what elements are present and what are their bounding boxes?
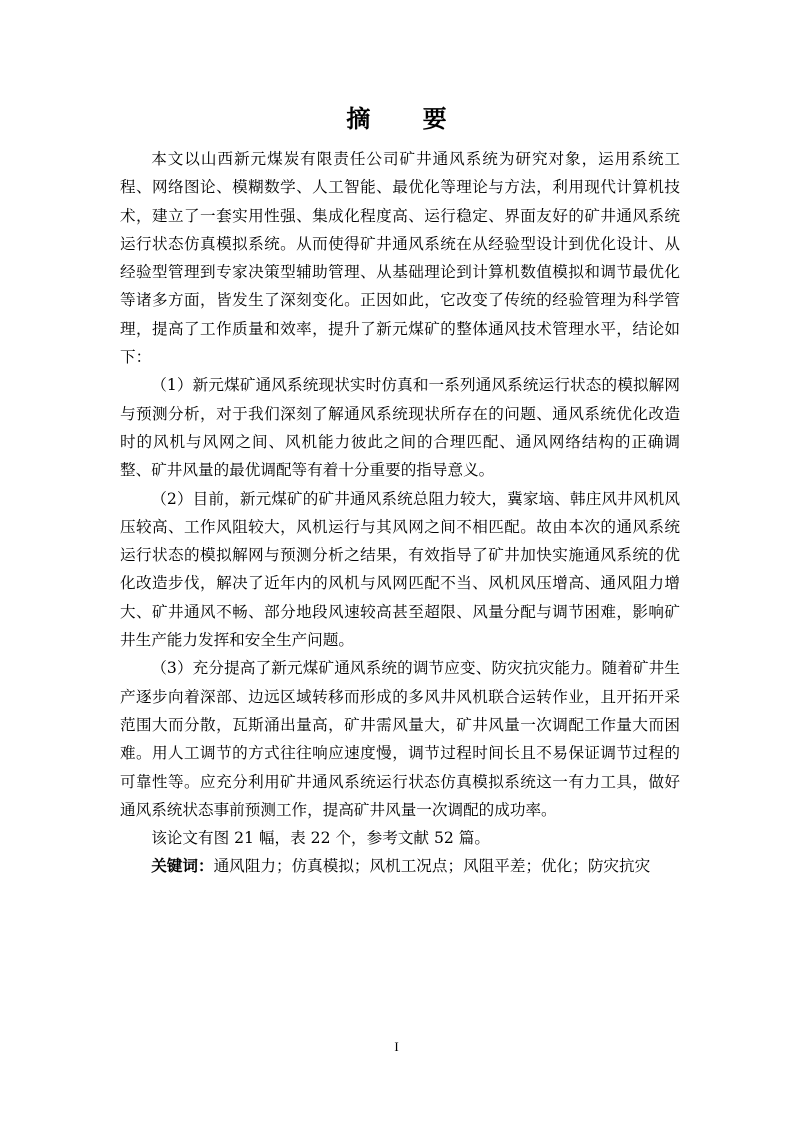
- abstract-paragraph-conclusion-2: （2）目前，新元煤矿的矿井通风系统总阻力较大，冀家垴、韩庄风井风机风压较高、工作风阻较大，风机运行与其风网之间不相匹配。故由本次的通风系统运行状态的模拟解网与预测分析之结果，有效指导了矿井加快实施通风系统的优化改造步伐，解决了近年内的风机与风网匹配不当、风机风压增高、通风阻力增大、矿井通风不畅、部分地段风速较高甚至超限、风量分配与调节困难，影响矿井生产能力发挥和安全生产问题。: [120, 489, 680, 650]
- abstract-paragraph-intro: 本文以山西新元煤炭有限责任公司矿井通风系统为研究对象，运用系统工程、网络图论、模糊数学、人工智能、最优化等理论与方法，利用现代计算机技术，建立了一套实用性强、集成化程度高、运行稳定、界面友好的矿井通风系统运行状态仿真模拟系统。从而使得矿井通风系统在从经验型设计到优化设计、从经验型管理到专家决策型辅助管理、从基础理论到计算机数值模拟和调节最优化等诸多方面，皆发生了深刻变化。正因如此，它改变了传统的经验管理为科学管理，提高了工作质量和效率，提升了新元煤矿的整体通风技术管理水平，结论如下：: [120, 150, 680, 367]
- keywords-label: 关键词：: [151, 857, 214, 876]
- abstract-body: [120, 145, 680, 881]
- page-title: 摘 要: [346, 105, 469, 133]
- abstract-paragraph-conclusion-3: （3）充分提高了新元煤矿通风系统的调节应变、防灾抗灾能力。随着矿井生产逐步向着深部、边远区域转移而形成的多风井风机联合运转作业，且开拓开采范围大而分散，瓦斯涌出量高，矿井需风量大，矿井风量一次调配工作量大而困难。用人工调节的方式往往响应速度慢，调节过程时间长且不易保证调节过程的可靠性等。应充分利用矿井通风系统运行状态仿真模拟系统这一有力工具，做好通风系统状态事前预测工作，提高矿井风量一次调配的成功率。: [120, 659, 680, 819]
- abstract-paragraph-stats: 该论文有图 21 幅，表 22 个，参考文献 52 篇。: [151, 829, 490, 848]
- abstract-paragraph-conclusion-1: （1）新元煤矿通风系统现状实时仿真和一系列通风系统运行状态的模拟解网与预测分析，对于我们深刻了解通风系统现状所存在的问题、通风系统优化改造时的风机与风网之间、风机能力彼此之间的合理匹配、通风网络结构的正确调整、矿井风量的最优调配等有着十分重要的指导意义。: [120, 376, 680, 480]
- keywords-text: 通风阻力；仿真模拟；风机工况点；风阻平差；优化；防灾抗灾: [213, 857, 651, 876]
- keywords-line: [120, 852, 680, 880]
- page-number: I: [394, 1039, 399, 1054]
